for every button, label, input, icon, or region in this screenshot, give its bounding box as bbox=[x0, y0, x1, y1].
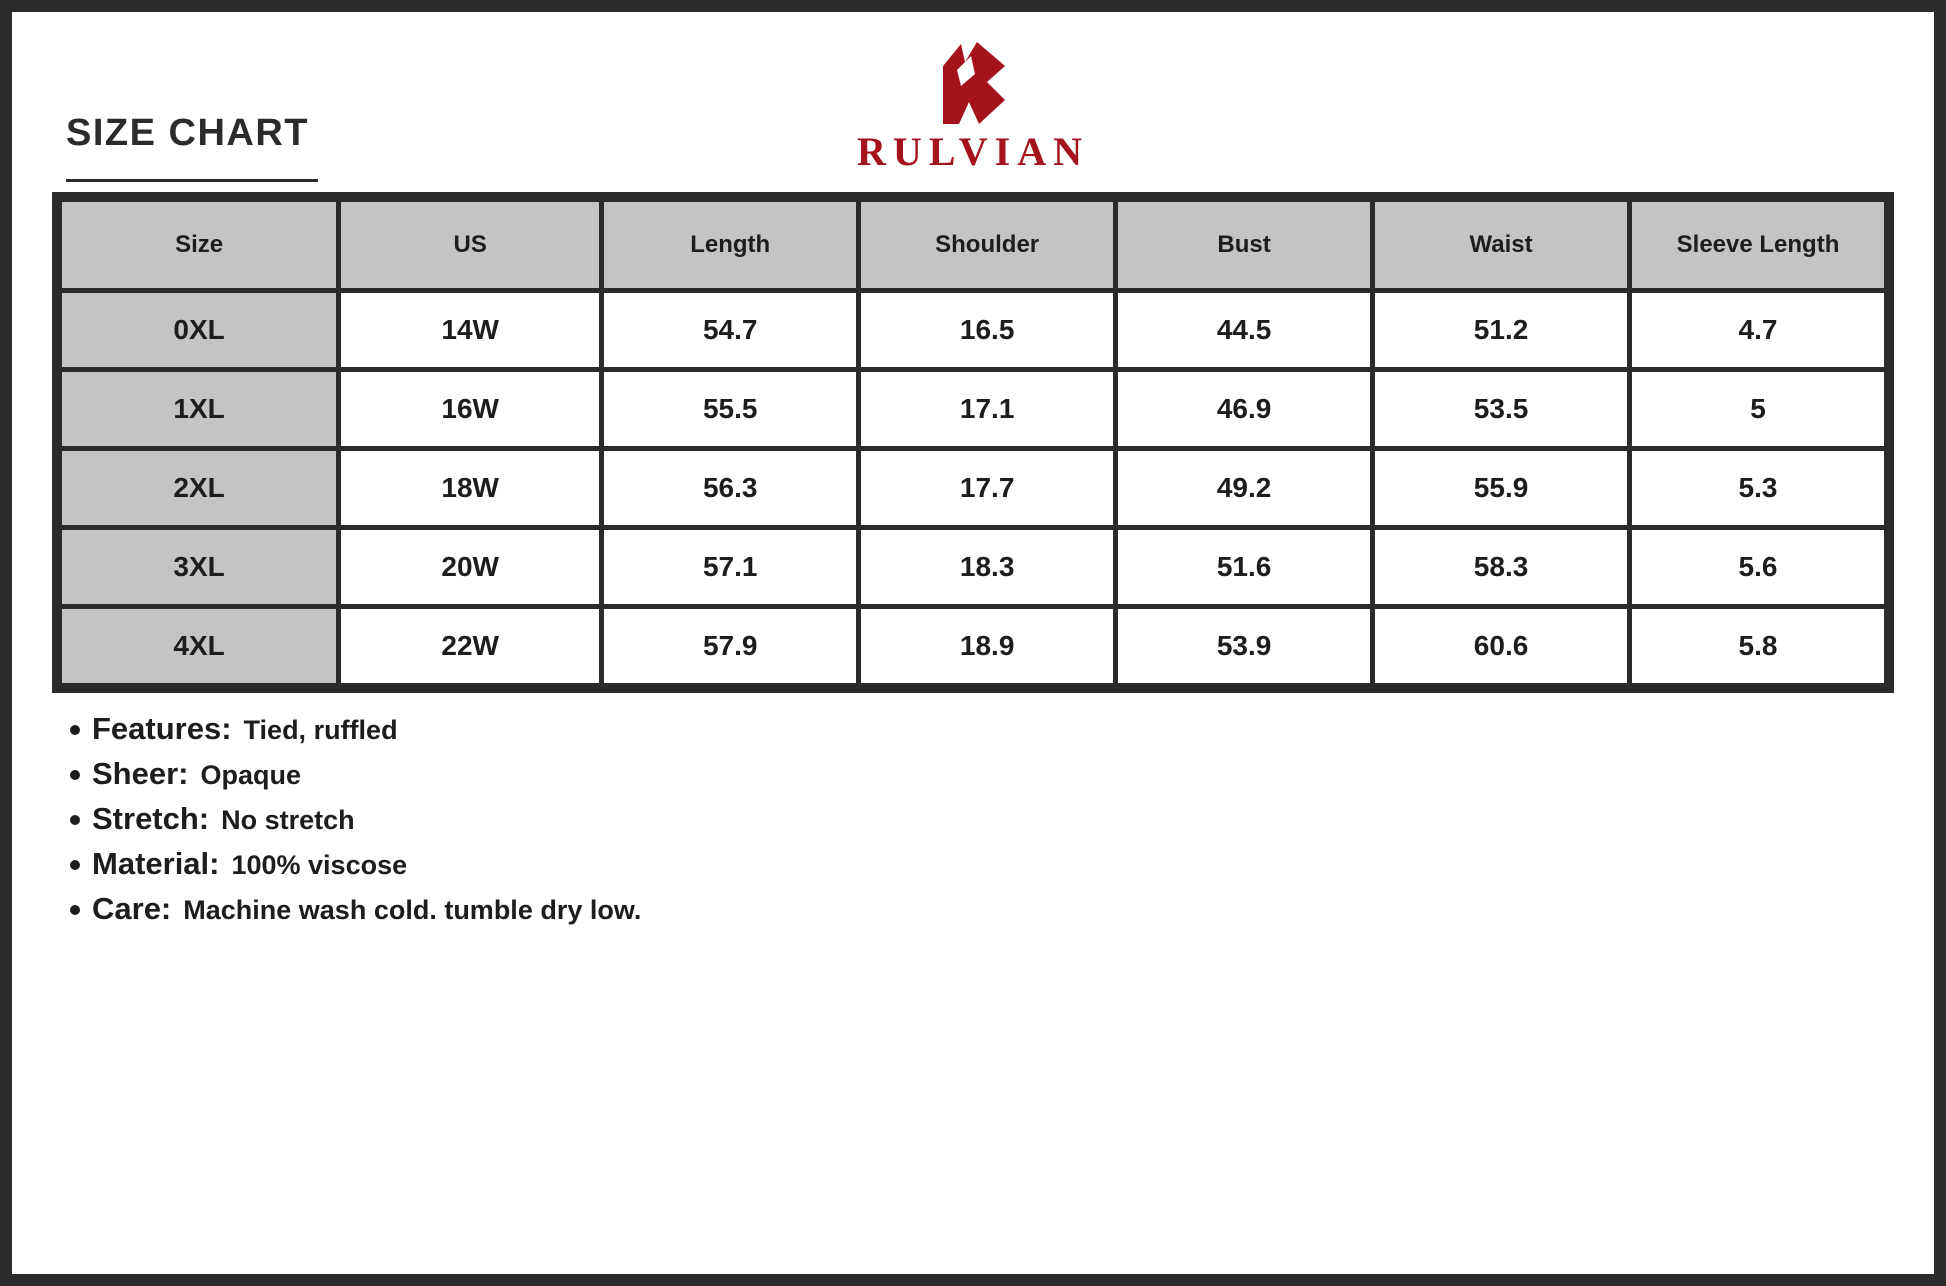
cell-length: 55.5 bbox=[604, 372, 856, 446]
cell-sleeve-length: 4.7 bbox=[1632, 293, 1884, 367]
cell-shoulder: 18.9 bbox=[861, 609, 1113, 683]
table-row bbox=[62, 372, 1884, 446]
title-block bbox=[66, 112, 318, 182]
cell-us: 14W bbox=[341, 293, 599, 367]
brand-wordmark: RULVIAN bbox=[856, 129, 1089, 174]
spec-value: No stretch bbox=[221, 805, 355, 835]
cell-waist: 55.9 bbox=[1375, 451, 1627, 525]
column-header-size: Size bbox=[62, 202, 336, 288]
spec-label: Features: bbox=[92, 711, 232, 746]
cell-waist: 58.3 bbox=[1375, 530, 1627, 604]
column-header-length: Length bbox=[604, 202, 856, 288]
cell-size: 3XL bbox=[62, 530, 336, 604]
brand-logo bbox=[793, 40, 1153, 175]
bullet-icon bbox=[70, 725, 80, 735]
list-item bbox=[70, 846, 1894, 882]
list-item bbox=[70, 801, 1894, 837]
bullet-icon bbox=[70, 905, 80, 915]
table-row bbox=[62, 293, 1884, 367]
cell-us: 20W bbox=[341, 530, 599, 604]
spec-value: 100% viscose bbox=[231, 850, 408, 880]
list-item bbox=[70, 891, 1894, 927]
column-header-waist: Waist bbox=[1375, 202, 1627, 288]
cell-bust: 49.2 bbox=[1118, 451, 1370, 525]
size-chart-table bbox=[57, 197, 1889, 688]
cell-waist: 60.6 bbox=[1375, 609, 1627, 683]
table-body bbox=[62, 293, 1884, 683]
cell-bust: 46.9 bbox=[1118, 372, 1370, 446]
cell-size: 1XL bbox=[62, 372, 336, 446]
page-header bbox=[52, 34, 1894, 184]
spec-label: Stretch: bbox=[92, 801, 210, 836]
cell-size: 4XL bbox=[62, 609, 336, 683]
list-item bbox=[70, 711, 1894, 747]
cell-size: 2XL bbox=[62, 451, 336, 525]
cell-bust: 53.9 bbox=[1118, 609, 1370, 683]
page-title: SIZE CHART bbox=[66, 112, 309, 154]
spec-label: Sheer: bbox=[92, 756, 189, 791]
product-specs-list bbox=[70, 711, 1894, 927]
column-header-us: US bbox=[341, 202, 599, 288]
column-header-sleeve-length: Sleeve Length bbox=[1632, 202, 1884, 288]
cell-shoulder: 17.7 bbox=[861, 451, 1113, 525]
cell-shoulder: 16.5 bbox=[861, 293, 1113, 367]
cell-sleeve-length: 5.3 bbox=[1632, 451, 1884, 525]
cell-sleeve-length: 5.8 bbox=[1632, 609, 1884, 683]
title-underline bbox=[66, 179, 318, 182]
cell-us: 16W bbox=[341, 372, 599, 446]
spec-label: Material: bbox=[92, 846, 220, 881]
bullet-icon bbox=[70, 860, 80, 870]
cell-size: 0XL bbox=[62, 293, 336, 367]
page-content bbox=[12, 12, 1934, 1274]
list-item bbox=[70, 756, 1894, 792]
cell-bust: 51.6 bbox=[1118, 530, 1370, 604]
cell-waist: 51.2 bbox=[1375, 293, 1627, 367]
spec-value: Opaque bbox=[200, 760, 301, 790]
cell-shoulder: 18.3 bbox=[861, 530, 1113, 604]
spec-label: Care: bbox=[92, 891, 172, 926]
column-header-bust: Bust bbox=[1118, 202, 1370, 288]
cell-length: 54.7 bbox=[604, 293, 856, 367]
table-head bbox=[62, 202, 1884, 288]
bullet-icon bbox=[70, 770, 80, 780]
cell-length: 56.3 bbox=[604, 451, 856, 525]
column-header-shoulder: Shoulder bbox=[861, 202, 1113, 288]
cell-sleeve-length: 5 bbox=[1632, 372, 1884, 446]
cell-us: 18W bbox=[341, 451, 599, 525]
table-row bbox=[62, 451, 1884, 525]
cell-bust: 44.5 bbox=[1118, 293, 1370, 367]
spec-value: Machine wash cold. tumble dry low. bbox=[183, 895, 642, 925]
table-row bbox=[62, 530, 1884, 604]
cell-us: 22W bbox=[341, 609, 599, 683]
size-chart-table-wrapper bbox=[52, 192, 1894, 693]
table-header-row bbox=[62, 202, 1884, 288]
rulvian-r-logo-icon bbox=[793, 40, 1153, 126]
table-row bbox=[62, 609, 1884, 683]
spec-value: Tied, ruffled bbox=[243, 715, 398, 745]
cell-shoulder: 17.1 bbox=[861, 372, 1113, 446]
cell-sleeve-length: 5.6 bbox=[1632, 530, 1884, 604]
cell-waist: 53.5 bbox=[1375, 372, 1627, 446]
cell-length: 57.9 bbox=[604, 609, 856, 683]
bullet-icon bbox=[70, 815, 80, 825]
cell-length: 57.1 bbox=[604, 530, 856, 604]
